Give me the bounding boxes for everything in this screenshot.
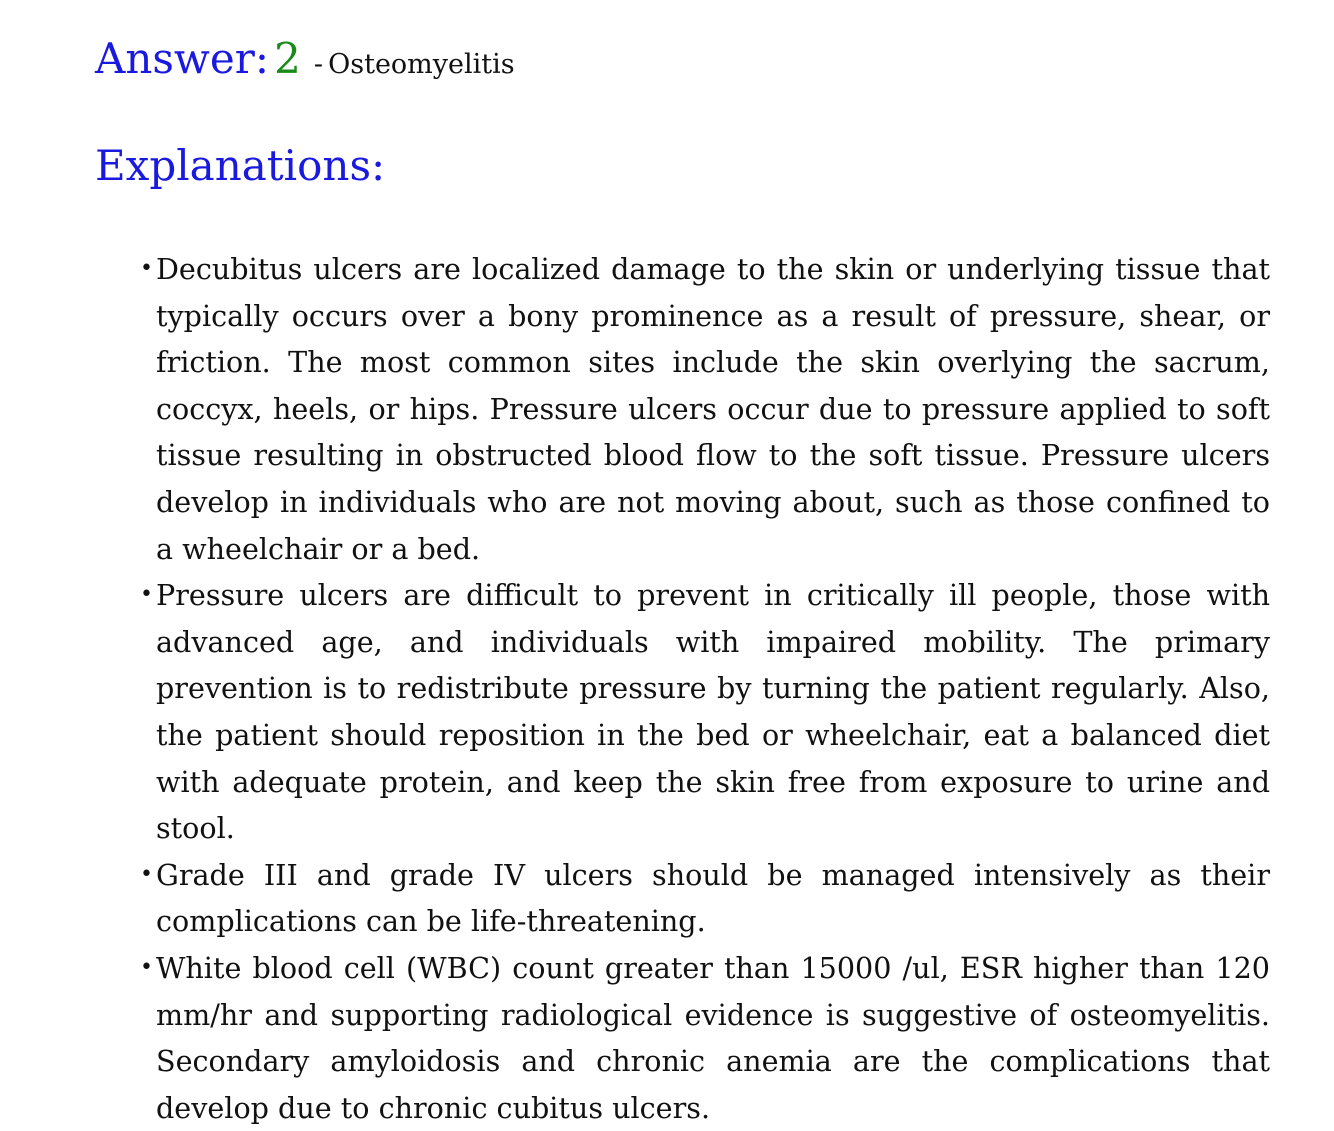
bullet-icon: • (140, 582, 153, 608)
answer-text: Osteomyelitis (328, 49, 515, 80)
answer-separator: - (313, 49, 324, 80)
explanation-item (140, 945, 1270, 1131)
explanation-text: Pressure ulcers are difficult to prevent in critically ill people, those with advanced age, and individuals with impaired mobility. The primary prevention is to redistribute pressure by turning the patient regularly. Also, the patient should reposition in the bed or wheelchair, eat a balanced diet with adequate protein, and keep the skin free from exposure to urine and stool. (156, 578, 1270, 846)
answer-label: Answer: (95, 34, 269, 83)
bullet-icon: • (140, 861, 153, 887)
explanations-heading: Explanations: (95, 141, 386, 190)
bullet-icon: • (140, 256, 153, 281)
explanation-text: Decubitus ulcers are localized damage to the skin or underlying tissue that typically occurs over a bony prominence as a result of pressure, shear, or friction. The most common sites include the skin overlying the sacrum, coccyx, heels, or hips. Pressure ulcers occur due to pressure applied to soft tissue resulting in obstructed blood flow to the soft tissue. Pressure ulcers develop in individuals who are not moving about, such as those confined to a wheelchair or a bed. (156, 252, 1270, 566)
answer-number: 2 (274, 34, 301, 83)
explanation-item (140, 852, 1270, 945)
explanation-text: White blood cell (WBC) count greater than 15000 /ul, ESR higher than 120 mm/hr and supporting radiological evidence is suggestive of osteomyelitis. Secondary amyloidosis and chronic anemia are the complications that develop due to chronic cubitus ulcers. (156, 950, 1270, 1125)
bullet-icon: • (140, 954, 153, 980)
explanation-item (140, 246, 1270, 572)
explanation-item (140, 572, 1270, 852)
explanation-text: Grade III and grade IV ulcers should be managed intensively as their complications can be life-threatening. (156, 857, 1270, 939)
explanation-list (140, 246, 1270, 1131)
answer-line (95, 34, 515, 83)
